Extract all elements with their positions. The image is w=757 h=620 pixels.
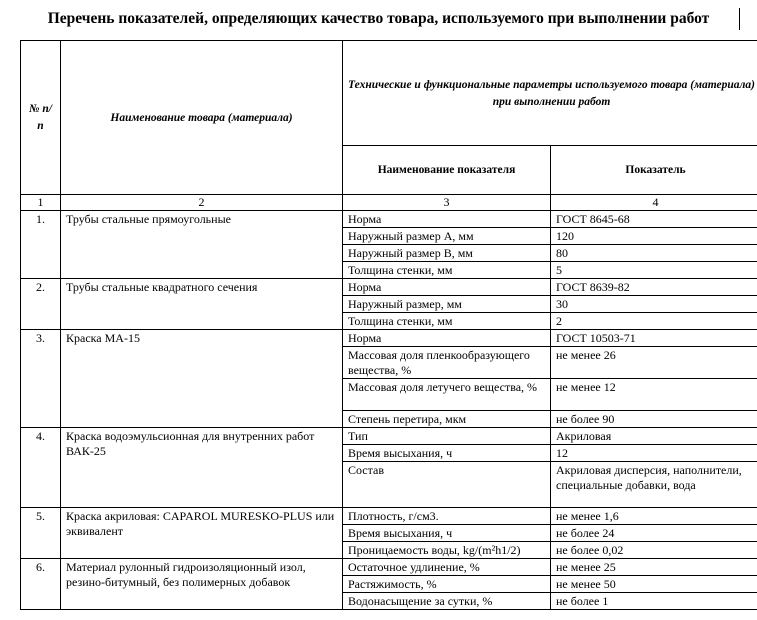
item-name: Трубы стальные квадратного сечения: [61, 279, 343, 330]
item-number: 5.: [21, 508, 61, 559]
param-value: не менее 1,6: [551, 508, 757, 525]
param-name: Остаточное удлинение, %: [343, 559, 551, 576]
table-row: [21, 508, 757, 525]
param-name: Толщина стенки, мм: [343, 313, 551, 330]
param-name: Водонасыщение за сутки, %: [343, 593, 551, 610]
table-row: [21, 428, 757, 445]
param-value: не более 90: [551, 411, 757, 428]
param-name: Наружный размер, мм: [343, 296, 551, 313]
param-name: Толщина стенки, мм: [343, 262, 551, 279]
table-body: [21, 41, 757, 610]
param-value: 2: [551, 313, 757, 330]
param-name: Массовая доля пленкообразующего вещества, %: [343, 347, 551, 379]
item-number: 6.: [21, 559, 61, 610]
param-value: 5: [551, 262, 757, 279]
item-name: Трубы стальные прямоугольные: [61, 211, 343, 279]
param-name: Степень перетира, мкм: [343, 411, 551, 428]
header-name: Наименование товара (материала): [61, 41, 343, 195]
param-name: Тип: [343, 428, 551, 445]
param-name: Состав: [343, 462, 551, 508]
param-value: не менее 50: [551, 576, 757, 593]
item-number: 4.: [21, 428, 61, 508]
header-indicator-name: Наименование показателя: [343, 146, 551, 195]
text-cursor: [739, 8, 740, 30]
column-number: 3: [343, 195, 551, 211]
param-name: Наружный размер А, мм: [343, 228, 551, 245]
item-name: Материал рулонный гидроизоляционный изол, резино-битумный, без полимерных добавок: [61, 559, 343, 610]
header-num: № п/п: [21, 41, 61, 195]
param-value: не менее 25: [551, 559, 757, 576]
param-value: не более 1: [551, 593, 757, 610]
param-value: ГОСТ 10503-71: [551, 330, 757, 347]
param-name: Наружный размер В, мм: [343, 245, 551, 262]
page-title: Перечень показателей, определяющих качество товара, используемого при выполнении работ: [47, 10, 710, 27]
param-value: Акриловая дисперсия, наполнители, специальные добавки, вода: [551, 462, 757, 508]
header-params: Технические и функциональные параметры используемого товара (материала) при выполнении работ: [343, 41, 757, 146]
param-name: Норма: [343, 211, 551, 228]
header-indicator: Показатель: [551, 146, 757, 195]
param-name: Растяжимость, %: [343, 576, 551, 593]
param-value: не менее 12: [551, 379, 757, 411]
item-name: Краска водоэмульсионная для внутренних работ ВАК-25: [61, 428, 343, 508]
column-numbers-row: [21, 195, 757, 211]
item-name: Краска акриловая: CAPAROL MURESKO-PLUS или эквивалент: [61, 508, 343, 559]
item-number: 1.: [21, 211, 61, 279]
param-value: 12: [551, 445, 757, 462]
quality-indicators-table: [20, 40, 757, 610]
column-number: 2: [61, 195, 343, 211]
param-name: Норма: [343, 279, 551, 296]
item-name: Краска МА-15: [61, 330, 343, 428]
item-number: 3.: [21, 330, 61, 428]
param-name: Время высыхания, ч: [343, 525, 551, 542]
column-number: 4: [551, 195, 757, 211]
table-row: [21, 279, 757, 296]
param-name: Массовая доля летучего вещества, %: [343, 379, 551, 411]
table-row: [21, 211, 757, 228]
param-value: 80: [551, 245, 757, 262]
param-name: Плотность, г/см3.: [343, 508, 551, 525]
param-name: Время высыхания, ч: [343, 445, 551, 462]
param-value: 120: [551, 228, 757, 245]
param-name: Норма: [343, 330, 551, 347]
item-number: 2.: [21, 279, 61, 330]
param-value: не более 24: [551, 525, 757, 542]
column-number: 1: [21, 195, 61, 211]
table-row: [21, 330, 757, 347]
param-value: не более 0,02: [551, 542, 757, 559]
header-row: [21, 41, 757, 146]
param-value: 30: [551, 296, 757, 313]
table-row: [21, 559, 757, 576]
param-value: ГОСТ 8645-68: [551, 211, 757, 228]
param-value: Акриловая: [551, 428, 757, 445]
param-value: не менее 26: [551, 347, 757, 379]
param-value: ГОСТ 8639-82: [551, 279, 757, 296]
param-name: Проницаемость воды, kg/(m²h1/2): [343, 542, 551, 559]
